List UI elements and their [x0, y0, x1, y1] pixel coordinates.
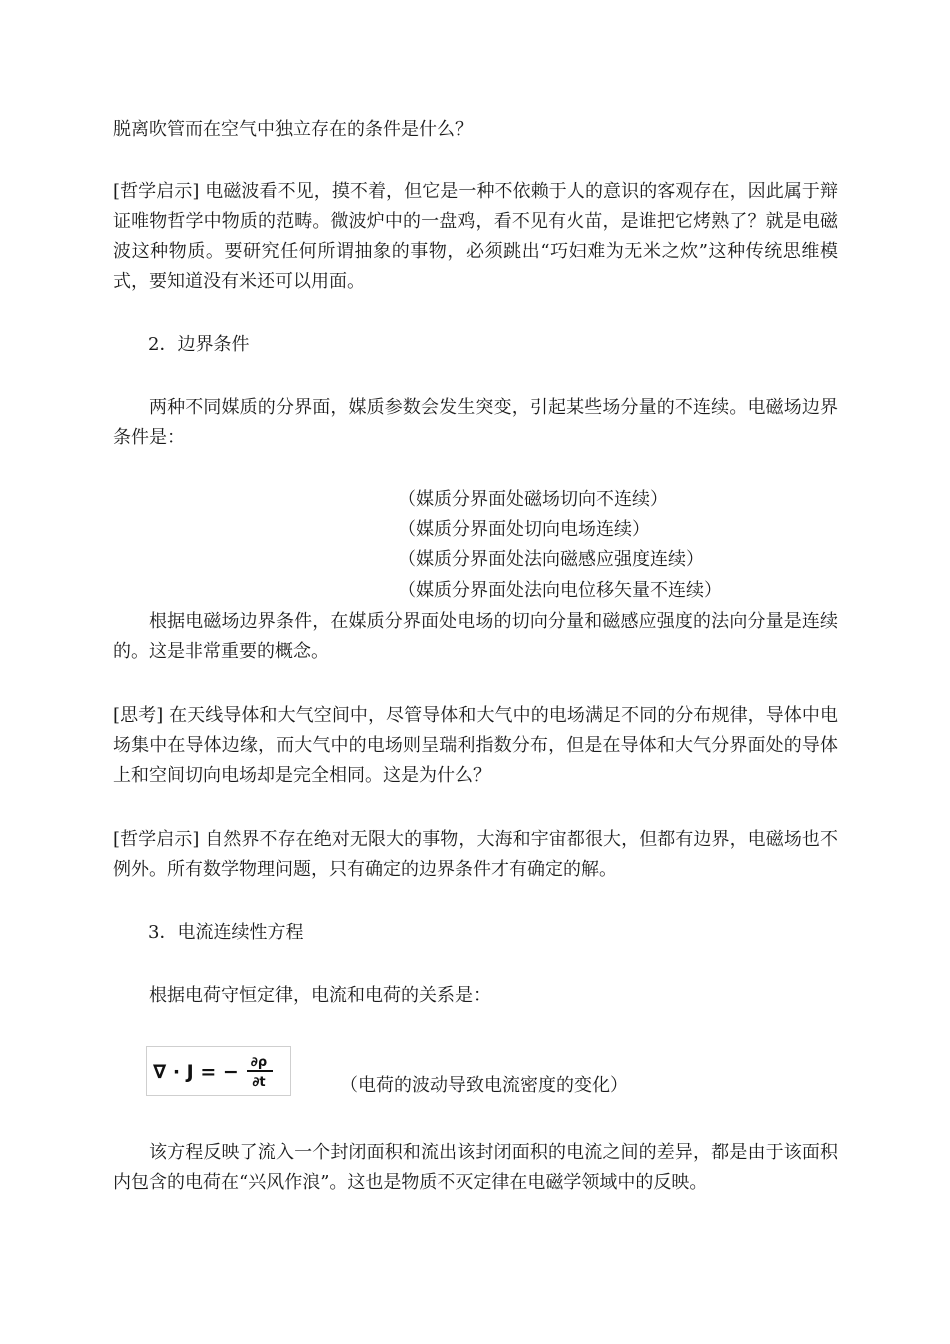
boundary-condition-1: （媒质分界面处磁场切向不连续）: [398, 489, 668, 510]
formula-lhs: ∇ · J = −: [153, 1061, 239, 1083]
paragraph-question-continued: 脱离吹管而在空气中独立存在的条件是什么？: [113, 119, 473, 140]
paragraph-think: [思考] 在天线导体和大气空间中，尽管导体和大气中的电场满足不同的分布规律，导体中电场集中在导体边缘，而大气中的电场则呈瑞利指数分布，但是在导体和大气分界面处的导体上和空间切向电场却是完全相同。这是为什么？: [113, 705, 838, 786]
paragraph-boundary-intro: 两种不同媒质的分界面，媒质参数会发生突变，引起某些场分量的不连续。电磁场边界条件是：: [113, 397, 838, 448]
section-heading-continuity-equation: 3．电流连续性方程: [148, 922, 304, 943]
formula-numerator: ∂ρ: [250, 1055, 268, 1070]
paragraph-philosophy-1: [哲学启示] 电磁波看不见，摸不着，但它是一种不依赖于人的意识的客观存在，因此属于辩证唯物哲学中物质的范畴。微波炉中的一盘鸡，看不见有火苗，是谁把它烤熟了？就是电磁波这种物质。要研究任何所谓抽象的事物，必须跳出“巧妇难为无米之炊”这种传统思维模式，要知道没有米还可以用面。: [113, 181, 838, 292]
boundary-condition-3: （媒质分界面处法向磁感应强度连续）: [398, 549, 704, 570]
continuity-equation-image: [146, 1046, 291, 1096]
paragraph-equation-meaning: 该方程反映了流入一个封闭面积和流出该封闭面积的电流之间的差异，都是由于该面积内包含的电荷在“兴风作浪”。这也是物质不灭定律在电磁学领域中的反映。: [113, 1142, 838, 1193]
continuity-equation-formula: [147, 1047, 290, 1095]
formula-annotation: （电荷的波动导致电流密度的变化）: [340, 1075, 628, 1096]
section-heading-boundary-conditions: 2．边界条件: [148, 334, 250, 355]
formula-denominator: ∂t: [252, 1075, 266, 1090]
paragraph-charge-conservation: 根据电荷守恒定律，电流和电荷的关系是：: [149, 985, 491, 1006]
paragraph-boundary-summary: 根据电磁场边界条件，在媒质分界面处电场的切向分量和磁感应强度的法向分量是连续的。这是非常重要的概念。: [113, 611, 838, 662]
paragraph-philosophy-2: [哲学启示] 自然界不存在绝对无限大的事物，大海和宇宙都很大，但都有边界，电磁场也不例外。所有数学物理问题，只有确定的边界条件才有确定的解。: [113, 829, 838, 880]
boundary-condition-2: （媒质分界面处切向电场连续）: [398, 519, 650, 540]
boundary-condition-4: （媒质分界面处法向电位移矢量不连续）: [398, 580, 722, 601]
